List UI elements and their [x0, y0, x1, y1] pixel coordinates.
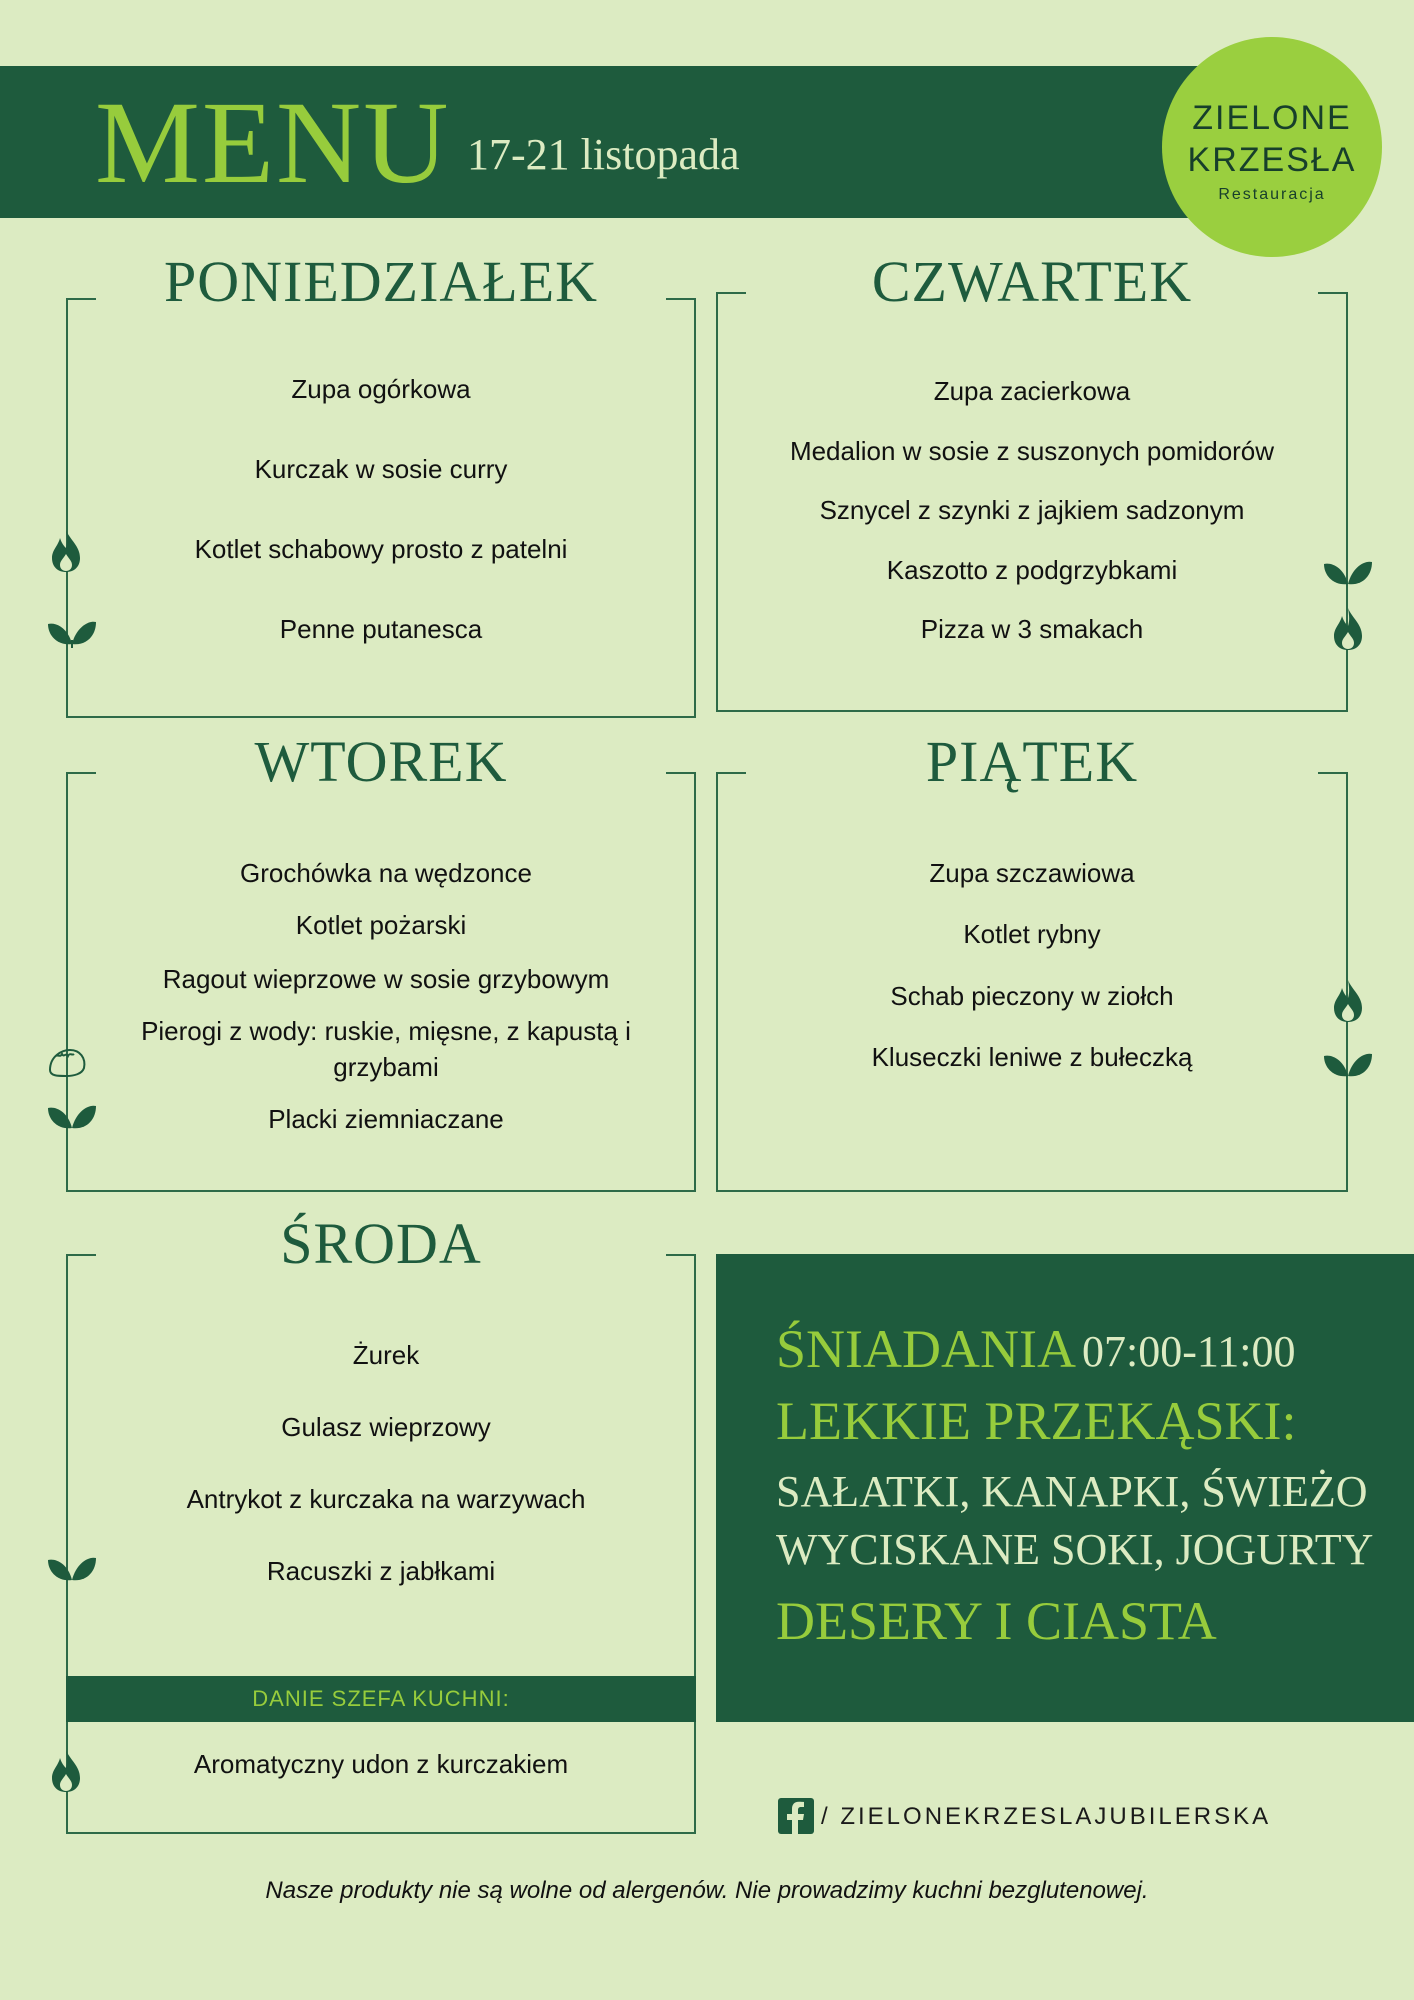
dish-item: Pierogi z wody: ruskie, mięsne, z kapustą i: [141, 1016, 631, 1046]
dish-item: Medalion w sosie z suszonych pomidorów: [789, 436, 1275, 466]
flame-icon: [48, 528, 84, 574]
leaves-icon: [1322, 1046, 1374, 1082]
dish-item: Gulasz wieprzowy: [281, 1412, 491, 1442]
chef-special-label: DANIE SZEFA KUCHNI:: [66, 1676, 696, 1722]
flame-icon: [48, 1748, 84, 1794]
dish-item: Zupa ogórkowa: [291, 374, 471, 404]
logo-line-3: Restauracja: [1218, 186, 1326, 203]
allergen-note: Nasze produkty nie są wolne od alergenów. Nie prowadzimy kuchni bezglutenowej.: [265, 1877, 1149, 1904]
dish-item: Pizza w 3 smakach: [920, 614, 1144, 644]
dish-item: Grochówka na wędzonce: [240, 858, 532, 888]
dish-item: grzybami: [333, 1052, 439, 1082]
dish-item: Ragout wieprzowe w sosie grzybowym: [162, 964, 610, 994]
info-panel: [716, 1254, 1414, 1722]
date-range: 17-21 listopada: [467, 130, 740, 179]
snacks-label: LEKKIE PRZEKĄSKI:: [776, 1391, 1297, 1451]
dish-item: Zupa zacierkowa: [933, 376, 1131, 406]
dish-item: Żurek: [352, 1340, 420, 1370]
restaurant-logo[interactable]: [1162, 37, 1382, 257]
dish-item: Sznycel z szynki z jajkiem sadzonym: [819, 495, 1245, 525]
leaves-icon: [46, 1550, 98, 1586]
dish-item: Kotlet rybny: [963, 919, 1101, 949]
day-title: PIĄTEK: [925, 729, 1139, 794]
dish-item: Placki ziemniaczane: [268, 1104, 504, 1134]
day-box-friday: [716, 729, 1348, 1192]
day-box-wednesday: [66, 1211, 696, 1834]
day-box-thursday: [716, 249, 1348, 712]
social-handle-link[interactable]: / ZIELONEKRZESLAJUBILERSKA: [821, 1803, 1272, 1830]
snacks-line-1: SAŁATKI, KANAPKI, ŚWIEŻO: [776, 1467, 1368, 1516]
breakfast-label: ŚNIADANIA: [776, 1319, 1076, 1379]
dish-item: Zupa szczawiowa: [929, 858, 1135, 888]
snacks-line-2: WYCISKANE SOKI, JOGURTY: [776, 1525, 1374, 1574]
day-title: PONIEDZIAŁEK: [163, 249, 599, 314]
dish-item: Schab pieczony w ziołch: [890, 981, 1174, 1011]
dumpling-icon: [46, 1046, 88, 1080]
leaves-icon: [1322, 554, 1374, 590]
day-title: ŚRODA: [280, 1211, 482, 1276]
dish-item: Racuszki z jabłkami: [266, 1556, 496, 1586]
leaves-icon: [46, 1098, 98, 1134]
dish-item: Kluseczki leniwe z bułeczką: [871, 1042, 1193, 1072]
chef-dish: Aromatyczny udon z kurczakiem: [193, 1749, 569, 1779]
dish-item: Kotlet pożarski: [295, 910, 467, 940]
dish-item: Kaszotto z podgrzybkami: [886, 555, 1178, 585]
leaves-icon: [46, 614, 98, 650]
dish-item: Antrykot z kurczaka na warzywach: [186, 1484, 586, 1514]
flame-icon: [1330, 978, 1366, 1024]
dish-item: Kurczak w sosie curry: [254, 454, 508, 484]
day-box-monday: [66, 249, 696, 718]
breakfast-hours: 07:00-11:00: [1082, 1327, 1296, 1376]
flame-icon: [1330, 606, 1366, 652]
page-title: MENU: [95, 77, 451, 208]
day-title: CZWARTEK: [871, 249, 1193, 314]
logo-line-1: ZIELONE: [1192, 99, 1352, 137]
day-box-tuesday: [66, 729, 696, 1192]
day-title: WTOREK: [254, 729, 508, 794]
logo-line-2: KRZESŁA: [1187, 141, 1357, 179]
dish-item: Penne putanesca: [279, 614, 483, 644]
desserts-label: DESERY I CIASTA: [776, 1591, 1217, 1651]
dish-item: Kotlet schabowy prosto z patelni: [194, 534, 568, 564]
facebook-icon[interactable]: [778, 1798, 814, 1834]
